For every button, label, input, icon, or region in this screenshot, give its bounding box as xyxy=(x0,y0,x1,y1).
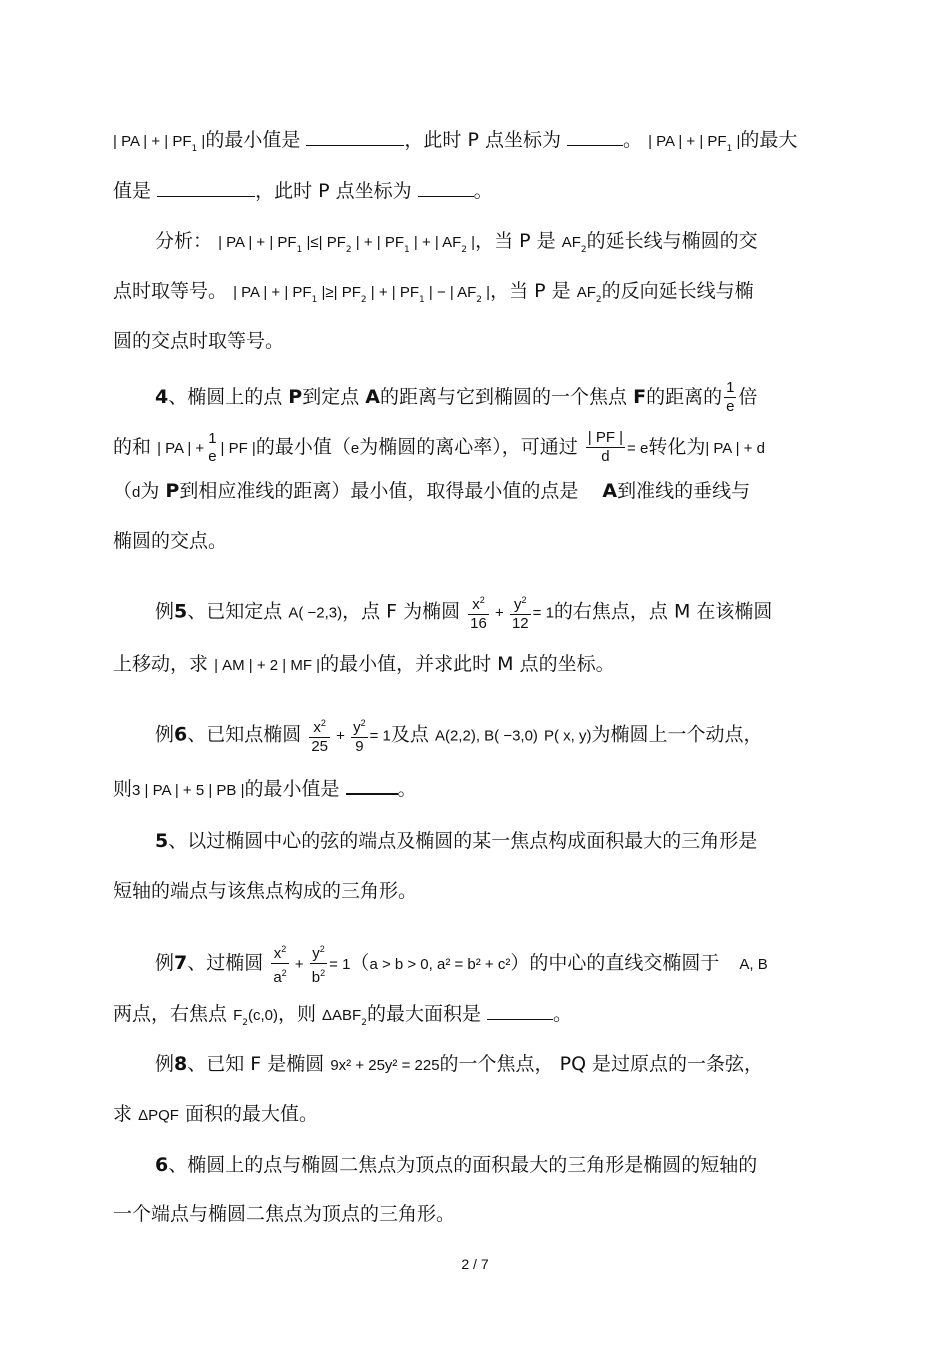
text: P xyxy=(288,386,303,408)
math-expr: d xyxy=(132,484,141,501)
math-expr: | PA | + d xyxy=(705,440,765,457)
math-expr: a > b > 0, a² = b² + c² xyxy=(369,956,511,973)
text: ，则 xyxy=(277,1003,316,1025)
answer-blank xyxy=(418,180,474,197)
text: 则 xyxy=(113,778,133,800)
frac-den xyxy=(310,964,327,987)
frac-num xyxy=(310,940,327,964)
text: 值是 xyxy=(113,180,152,202)
text: 两点，右焦点 xyxy=(113,1003,228,1025)
math-expr: |≤| PF xyxy=(302,234,346,251)
text: 的最大 xyxy=(740,129,798,151)
math-expr: A(2,2), B( −3,0) xyxy=(434,727,538,745)
math-expr: ΔABF xyxy=(322,1007,362,1024)
text: 的最大面积是 xyxy=(366,1003,481,1025)
answer-blank xyxy=(567,129,623,146)
math-sub: 2 xyxy=(476,294,483,305)
example-number: 5 xyxy=(174,600,188,623)
text: 。 xyxy=(397,778,417,800)
math-expr: | xyxy=(482,284,491,301)
answer-blank xyxy=(487,1003,553,1020)
text: 的反向延长线与椭 xyxy=(601,280,754,302)
text-line-17 xyxy=(113,1002,572,1035)
math-expr: e xyxy=(350,440,360,457)
text: 的最小值，并求此时 M 点的坐标。 xyxy=(320,653,615,675)
text: 例 xyxy=(155,723,175,746)
math-var: y xyxy=(312,945,320,962)
math-sup: 2 xyxy=(320,718,326,728)
text: 及点 xyxy=(390,723,429,746)
frac-num: 1 xyxy=(726,379,735,396)
text: 的最小值是 xyxy=(244,778,340,800)
text: 例 xyxy=(155,600,175,623)
frac-num xyxy=(309,714,330,738)
math-sup: 2 xyxy=(281,944,287,954)
text: 例 xyxy=(155,1053,175,1075)
math-expr: | xyxy=(467,234,476,251)
frac-den: 25 xyxy=(311,738,328,755)
math-sup: 2 xyxy=(360,718,366,728)
text: 转化为 xyxy=(648,436,706,458)
math-sub: 1 xyxy=(403,244,410,255)
text: ，当 P 是 xyxy=(475,230,556,252)
math-expr: F xyxy=(233,1007,243,1024)
text: P xyxy=(165,480,180,502)
math-sub: 2 xyxy=(360,294,367,305)
example-7 xyxy=(155,940,768,987)
text: 的延长线与椭圆的交 xyxy=(586,230,758,252)
example-5 xyxy=(155,591,772,633)
math-expr: + xyxy=(332,727,350,745)
math-expr: | PA | + xyxy=(157,440,205,457)
math-expr: = 1 xyxy=(532,604,554,622)
text-line-13 xyxy=(113,777,417,803)
text: ）的中心的直线交椭圆于 xyxy=(510,952,720,974)
fraction-x2-a2 xyxy=(271,940,288,987)
example-8 xyxy=(155,1052,763,1078)
math-expr: 9x² + 25y² = 225 xyxy=(330,1057,440,1074)
math-sub: 2 xyxy=(580,244,587,255)
text: ，此时 P 点坐标为 xyxy=(404,129,561,151)
math-expr: |≥| PF xyxy=(317,284,361,301)
item-number: 4 xyxy=(155,386,169,408)
text: 面积的最大值。 xyxy=(184,1103,318,1125)
text: 到相应准线的距离）最小值，取得最小值的点是 xyxy=(179,480,579,502)
math-expr: | + | AF xyxy=(409,234,462,251)
math-expr: | + | PF xyxy=(351,234,404,251)
math-sup: 2 xyxy=(281,968,287,978)
text: PQ 是过原点的一条弦， xyxy=(559,1053,764,1075)
math-expr: | xyxy=(732,133,741,150)
answer-blank xyxy=(306,129,404,146)
text: ，此时 P 点坐标为 xyxy=(255,180,412,202)
text: 的最小值是 xyxy=(205,129,301,151)
math-expr: AF xyxy=(576,284,596,301)
text: 的距离与它到椭圆的一个焦点 xyxy=(380,386,628,408)
text: 、已知定点 xyxy=(187,600,283,623)
frac-den xyxy=(271,964,288,987)
text: 的最小值（ xyxy=(255,436,351,458)
text: 为椭圆上一个动点， xyxy=(591,723,763,746)
math-expr: AF xyxy=(561,234,581,251)
fraction-x2-25 xyxy=(309,714,330,756)
math-expr: A( −2,3) xyxy=(288,604,343,622)
math-sup: 2 xyxy=(320,968,326,978)
fraction-pf-over-d xyxy=(586,429,625,466)
math-sup: 2 xyxy=(479,595,485,605)
text-line-19 xyxy=(113,1102,318,1128)
math-expr: | PA | + | PF xyxy=(218,234,297,251)
text-line-4 xyxy=(113,279,754,312)
text: 椭圆的交点。 xyxy=(113,530,228,552)
text: 分析： xyxy=(155,230,213,252)
math-var: x xyxy=(472,596,480,613)
math-var: x xyxy=(273,945,282,962)
text: 、已知点椭圆 xyxy=(187,723,302,746)
answer-blank xyxy=(157,180,255,197)
text: A xyxy=(602,480,618,502)
text: 。 xyxy=(473,180,493,202)
math-expr: A, B xyxy=(739,956,768,973)
frac-num xyxy=(351,714,368,738)
example-6 xyxy=(155,714,763,756)
frac-num xyxy=(271,940,288,964)
math-sub: 2 xyxy=(595,294,602,305)
math-expr: | xyxy=(197,133,206,150)
text: 倍 xyxy=(738,386,758,408)
math-var: x xyxy=(313,719,321,736)
math-sub: 2 xyxy=(461,244,468,255)
math-expr: = 1 xyxy=(329,956,351,973)
math-var: b xyxy=(311,969,321,986)
text: （ xyxy=(350,952,370,974)
math-expr: | AM | + 2 | MF | xyxy=(214,657,321,674)
text: 、椭圆上的点与椭圆二焦点为顶点的面积最大的三角形是椭圆的短轴的 xyxy=(168,1154,758,1176)
math-expr: (c,0) xyxy=(247,1007,278,1024)
example-number: 6 xyxy=(174,723,188,746)
fraction-y2-9 xyxy=(351,714,368,756)
text: 、椭圆上的点 xyxy=(168,386,283,408)
math-sup: 2 xyxy=(319,944,325,954)
math-expr: + xyxy=(290,956,308,973)
answer-blank xyxy=(346,777,398,795)
text-line-15 xyxy=(113,879,417,903)
math-sup: 2 xyxy=(521,595,527,605)
text: F xyxy=(633,386,647,408)
math-expr: | PA | + | PF xyxy=(113,133,192,150)
text: 的距离的 xyxy=(646,386,723,408)
math-var: a xyxy=(273,969,282,986)
math-sub: 1 xyxy=(418,294,425,305)
frac-den: e xyxy=(726,398,735,415)
math-expr: | PA | + | PF xyxy=(648,133,727,150)
fraction-y2-12 xyxy=(510,591,531,633)
math-expr: ΔPQF xyxy=(138,1107,179,1124)
text: A xyxy=(365,386,381,408)
text-line-6 xyxy=(155,379,757,416)
page-number: 2 / 7 xyxy=(461,1256,489,1272)
text-line-20 xyxy=(155,1153,757,1177)
text-line-9 xyxy=(113,529,227,553)
text: 短轴的端点与该焦点构成的三角形。 xyxy=(113,880,418,902)
frac-num: 1 xyxy=(208,429,217,447)
example-number: 8 xyxy=(174,1053,188,1075)
text-line-3 xyxy=(155,229,758,262)
frac-den: e xyxy=(208,447,217,465)
text: 。 xyxy=(553,1003,573,1025)
math-expr: 3 | PA | + 5 | PB | xyxy=(132,782,245,799)
text: 到定点 xyxy=(302,386,360,408)
math-expr: | + | PF xyxy=(366,284,419,301)
item-number: 6 xyxy=(155,1154,169,1176)
fraction-1-over-e xyxy=(206,430,218,466)
text: 、已知 F 是椭圆 xyxy=(187,1053,325,1075)
text: 、过椭圆 xyxy=(187,952,264,974)
text: 的和 xyxy=(113,436,152,458)
math-expr: + xyxy=(490,604,508,622)
math-expr: = e xyxy=(627,440,649,457)
text-line-14 xyxy=(155,829,757,853)
fraction-x2-16 xyxy=(468,591,489,633)
frac-den: 9 xyxy=(355,738,364,755)
math-expr: = 1 xyxy=(369,727,391,745)
frac-den: 12 xyxy=(511,615,529,632)
text-line-1 xyxy=(113,128,797,161)
math-expr: P( x, y) xyxy=(543,727,592,745)
math-sub: 1 xyxy=(296,244,303,255)
frac-num xyxy=(510,591,531,615)
math-sub: 2 xyxy=(345,244,352,255)
fraction-y2-b2 xyxy=(310,940,327,987)
text: ，当 P 是 xyxy=(490,280,571,302)
item-number: 5 xyxy=(155,830,169,852)
text: 的右焦点，点 M 在该椭圆 xyxy=(553,600,773,623)
math-var: y xyxy=(514,596,522,613)
text: 上移动，求 xyxy=(113,653,209,675)
frac-num xyxy=(468,591,489,615)
text: ，点 F 为椭圆 xyxy=(342,600,461,623)
math-expr: | − | AF xyxy=(424,284,477,301)
math-expr: | PF | xyxy=(220,440,256,457)
math-sub: 1 xyxy=(726,143,733,154)
text: 一个端点与椭圆二焦点为顶点的三角形。 xyxy=(113,1203,456,1225)
frac-num: | PF | xyxy=(587,429,624,446)
text-line-2 xyxy=(113,179,493,203)
text: 例 xyxy=(155,952,175,974)
text-line-21 xyxy=(113,1202,455,1226)
text: 为 xyxy=(140,480,160,502)
text: 。 xyxy=(623,129,643,151)
example-number: 7 xyxy=(174,952,188,974)
text-line-11 xyxy=(113,652,615,678)
fraction-1-over-e xyxy=(724,379,736,416)
text: 的一个焦点， xyxy=(439,1053,554,1075)
text: 求 xyxy=(113,1103,133,1125)
math-sub: 1 xyxy=(191,143,198,154)
math-var: y xyxy=(353,719,361,736)
text: 到准线的垂线与 xyxy=(617,480,751,502)
math-expr: | PA | + | PF xyxy=(233,284,312,301)
text: 点时取等号。 xyxy=(113,280,228,302)
text-line-8 xyxy=(113,479,750,505)
text: 圆的交点时取等号。 xyxy=(113,330,285,352)
text: 为椭圆的离心率），可通过 xyxy=(359,436,578,458)
math-sub: 2 xyxy=(361,1017,367,1028)
text: 、以过椭圆中心的弦的端点及椭圆的某一焦点构成面积最大的三角形是 xyxy=(168,830,758,852)
text: （ xyxy=(113,480,133,502)
frac-den: d xyxy=(601,448,610,465)
math-sub: 2 xyxy=(242,1017,248,1028)
frac-den: 16 xyxy=(470,615,487,632)
math-sub: 1 xyxy=(311,294,318,305)
text-line-5 xyxy=(113,329,284,353)
text-line-7 xyxy=(113,429,765,466)
